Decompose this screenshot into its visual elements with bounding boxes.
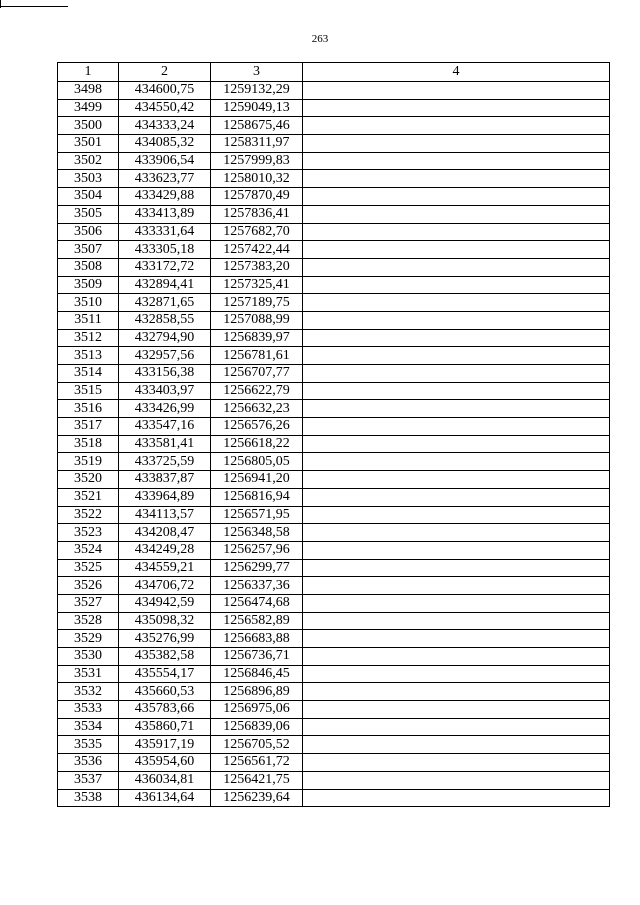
cell-point-number: 3514	[58, 365, 119, 383]
cell-point-number: 3506	[58, 223, 119, 241]
cell-x-coordinate: 433547,16	[119, 418, 211, 436]
cell-x-coordinate: 433906,54	[119, 152, 211, 170]
table-row	[58, 718, 610, 736]
table-row	[58, 400, 610, 418]
cell-note	[303, 99, 610, 117]
cell-note	[303, 701, 610, 719]
cell-y-coordinate: 1256683,88	[211, 630, 303, 648]
cell-point-number: 3520	[58, 471, 119, 489]
cell-x-coordinate: 434333,24	[119, 117, 211, 135]
cell-y-coordinate: 1257999,83	[211, 152, 303, 170]
cell-x-coordinate: 433725,59	[119, 453, 211, 471]
column-header-x: 2	[119, 63, 211, 82]
cell-note	[303, 117, 610, 135]
cell-y-coordinate: 1256896,89	[211, 683, 303, 701]
cell-y-coordinate: 1256474,68	[211, 594, 303, 612]
table-row	[58, 683, 610, 701]
cell-note	[303, 258, 610, 276]
cell-y-coordinate: 1257836,41	[211, 205, 303, 223]
table-row	[58, 789, 610, 807]
cell-x-coordinate: 434085,32	[119, 135, 211, 153]
cell-note	[303, 311, 610, 329]
cell-note	[303, 276, 610, 294]
cell-x-coordinate: 435660,53	[119, 683, 211, 701]
cell-note	[303, 382, 610, 400]
corner-crop-mark-vertical	[0, 0, 1, 8]
cell-point-number: 3531	[58, 665, 119, 683]
cell-x-coordinate: 433837,87	[119, 471, 211, 489]
cell-x-coordinate: 433426,99	[119, 400, 211, 418]
cell-note	[303, 471, 610, 489]
cell-x-coordinate: 436034,81	[119, 771, 211, 789]
cell-y-coordinate: 1257422,44	[211, 241, 303, 259]
cell-y-coordinate: 1258675,46	[211, 117, 303, 135]
cell-note	[303, 506, 610, 524]
cell-note	[303, 365, 610, 383]
cell-note	[303, 683, 610, 701]
cell-point-number: 3530	[58, 648, 119, 666]
cell-note	[303, 170, 610, 188]
cell-note	[303, 612, 610, 630]
cell-point-number: 3499	[58, 99, 119, 117]
cell-note	[303, 329, 610, 347]
cell-y-coordinate: 1256257,96	[211, 541, 303, 559]
cell-y-coordinate: 1256975,06	[211, 701, 303, 719]
table-row	[58, 435, 610, 453]
table-row	[58, 294, 610, 312]
cell-y-coordinate: 1256839,97	[211, 329, 303, 347]
column-header-y: 3	[211, 63, 303, 82]
table-row	[58, 754, 610, 772]
cell-x-coordinate: 435860,71	[119, 718, 211, 736]
table-row	[58, 223, 610, 241]
table-row	[58, 99, 610, 117]
table-row	[58, 594, 610, 612]
cell-y-coordinate: 1256941,20	[211, 471, 303, 489]
page-number: 263	[311, 33, 329, 45]
cell-x-coordinate: 434113,57	[119, 506, 211, 524]
cell-note	[303, 771, 610, 789]
cell-x-coordinate: 433964,89	[119, 488, 211, 506]
cell-note	[303, 418, 610, 436]
cell-x-coordinate: 433581,41	[119, 435, 211, 453]
cell-point-number: 3538	[58, 789, 119, 807]
cell-y-coordinate: 1256239,64	[211, 789, 303, 807]
cell-point-number: 3529	[58, 630, 119, 648]
table-row	[58, 135, 610, 153]
cell-point-number: 3533	[58, 701, 119, 719]
cell-y-coordinate: 1259132,29	[211, 82, 303, 100]
cell-point-number: 3502	[58, 152, 119, 170]
table-row	[58, 152, 610, 170]
cell-x-coordinate: 432957,56	[119, 347, 211, 365]
cell-note	[303, 188, 610, 206]
cell-note	[303, 294, 610, 312]
cell-y-coordinate: 1257383,20	[211, 258, 303, 276]
cell-note	[303, 594, 610, 612]
table-row	[58, 365, 610, 383]
cell-point-number: 3525	[58, 559, 119, 577]
cell-y-coordinate: 1258010,32	[211, 170, 303, 188]
cell-note	[303, 648, 610, 666]
cell-point-number: 3532	[58, 683, 119, 701]
table-row	[58, 170, 610, 188]
cell-y-coordinate: 1256816,94	[211, 488, 303, 506]
coordinates-table	[57, 62, 610, 807]
cell-y-coordinate: 1256707,77	[211, 365, 303, 383]
cell-x-coordinate: 433172,72	[119, 258, 211, 276]
cell-x-coordinate: 435276,99	[119, 630, 211, 648]
cell-point-number: 3505	[58, 205, 119, 223]
cell-note	[303, 205, 610, 223]
cell-y-coordinate: 1256348,58	[211, 524, 303, 542]
cell-x-coordinate: 433305,18	[119, 241, 211, 259]
table-row	[58, 771, 610, 789]
cell-note	[303, 665, 610, 683]
table-row	[58, 736, 610, 754]
cell-point-number: 3537	[58, 771, 119, 789]
cell-point-number: 3534	[58, 718, 119, 736]
cell-point-number: 3522	[58, 506, 119, 524]
cell-y-coordinate: 1257325,41	[211, 276, 303, 294]
cell-x-coordinate: 433623,77	[119, 170, 211, 188]
cell-point-number: 3504	[58, 188, 119, 206]
cell-note	[303, 630, 610, 648]
cell-y-coordinate: 1256705,52	[211, 736, 303, 754]
cell-y-coordinate: 1256839,06	[211, 718, 303, 736]
cell-point-number: 3510	[58, 294, 119, 312]
cell-y-coordinate: 1257682,70	[211, 223, 303, 241]
table-row	[58, 524, 610, 542]
cell-y-coordinate: 1256846,45	[211, 665, 303, 683]
table-row	[58, 665, 610, 683]
table-body	[58, 82, 610, 807]
cell-note	[303, 400, 610, 418]
cell-x-coordinate: 432871,65	[119, 294, 211, 312]
column-header-point-number: 1	[58, 63, 119, 82]
cell-x-coordinate: 433156,38	[119, 365, 211, 383]
cell-y-coordinate: 1256337,36	[211, 577, 303, 595]
cell-point-number: 3524	[58, 541, 119, 559]
table-row	[58, 347, 610, 365]
cell-note	[303, 718, 610, 736]
cell-y-coordinate: 1256805,05	[211, 453, 303, 471]
cell-x-coordinate: 435554,17	[119, 665, 211, 683]
table-row	[58, 506, 610, 524]
cell-note	[303, 241, 610, 259]
cell-point-number: 3511	[58, 311, 119, 329]
table-row	[58, 612, 610, 630]
cell-x-coordinate: 435917,19	[119, 736, 211, 754]
cell-y-coordinate: 1256632,23	[211, 400, 303, 418]
cell-note	[303, 754, 610, 772]
cell-point-number: 3526	[58, 577, 119, 595]
cell-x-coordinate: 434208,47	[119, 524, 211, 542]
table-row	[58, 453, 610, 471]
cell-note	[303, 789, 610, 807]
cell-y-coordinate: 1256618,22	[211, 435, 303, 453]
cell-y-coordinate: 1256421,75	[211, 771, 303, 789]
table-row	[58, 577, 610, 595]
cell-x-coordinate: 432894,41	[119, 276, 211, 294]
table-row	[58, 258, 610, 276]
table-row	[58, 418, 610, 436]
cell-note	[303, 435, 610, 453]
cell-point-number: 3536	[58, 754, 119, 772]
table-header-row	[58, 63, 610, 82]
cell-point-number: 3528	[58, 612, 119, 630]
cell-x-coordinate: 432858,55	[119, 311, 211, 329]
cell-point-number: 3521	[58, 488, 119, 506]
table-row	[58, 241, 610, 259]
cell-x-coordinate: 434600,75	[119, 82, 211, 100]
table-row	[58, 559, 610, 577]
cell-x-coordinate: 436134,64	[119, 789, 211, 807]
cell-y-coordinate: 1259049,13	[211, 99, 303, 117]
cell-y-coordinate: 1256582,89	[211, 612, 303, 630]
cell-point-number: 3509	[58, 276, 119, 294]
cell-x-coordinate: 434706,72	[119, 577, 211, 595]
cell-note	[303, 736, 610, 754]
cell-x-coordinate: 435382,58	[119, 648, 211, 666]
cell-x-coordinate: 435098,32	[119, 612, 211, 630]
cell-y-coordinate: 1257870,49	[211, 188, 303, 206]
cell-point-number: 3507	[58, 241, 119, 259]
cell-note	[303, 135, 610, 153]
table-row	[58, 117, 610, 135]
cell-y-coordinate: 1256561,72	[211, 754, 303, 772]
cell-point-number: 3535	[58, 736, 119, 754]
cell-y-coordinate: 1256299,77	[211, 559, 303, 577]
cell-note	[303, 152, 610, 170]
cell-point-number: 3508	[58, 258, 119, 276]
table-row	[58, 630, 610, 648]
cell-x-coordinate: 433413,89	[119, 205, 211, 223]
table-row	[58, 648, 610, 666]
corner-crop-mark	[0, 6, 68, 7]
table-row	[58, 329, 610, 347]
cell-y-coordinate: 1257088,99	[211, 311, 303, 329]
cell-x-coordinate: 433331,64	[119, 223, 211, 241]
cell-x-coordinate: 435783,66	[119, 701, 211, 719]
cell-note	[303, 541, 610, 559]
cell-x-coordinate: 433403,97	[119, 382, 211, 400]
cell-y-coordinate: 1256781,61	[211, 347, 303, 365]
table-row	[58, 276, 610, 294]
cell-note	[303, 577, 610, 595]
cell-note	[303, 347, 610, 365]
cell-note	[303, 559, 610, 577]
cell-x-coordinate: 433429,88	[119, 188, 211, 206]
cell-note	[303, 453, 610, 471]
cell-point-number: 3503	[58, 170, 119, 188]
cell-x-coordinate: 434550,42	[119, 99, 211, 117]
cell-x-coordinate: 434249,28	[119, 541, 211, 559]
table-row	[58, 488, 610, 506]
table-row	[58, 701, 610, 719]
cell-note	[303, 488, 610, 506]
cell-y-coordinate: 1256736,71	[211, 648, 303, 666]
table-row	[58, 205, 610, 223]
cell-point-number: 3512	[58, 329, 119, 347]
cell-x-coordinate: 434942,59	[119, 594, 211, 612]
cell-y-coordinate: 1256622,79	[211, 382, 303, 400]
cell-point-number: 3498	[58, 82, 119, 100]
cell-x-coordinate: 432794,90	[119, 329, 211, 347]
table-row	[58, 471, 610, 489]
cell-y-coordinate: 1257189,75	[211, 294, 303, 312]
cell-y-coordinate: 1256576,26	[211, 418, 303, 436]
cell-point-number: 3513	[58, 347, 119, 365]
cell-y-coordinate: 1258311,97	[211, 135, 303, 153]
cell-x-coordinate: 435954,60	[119, 754, 211, 772]
table-row	[58, 82, 610, 100]
cell-point-number: 3523	[58, 524, 119, 542]
table-row	[58, 541, 610, 559]
cell-note	[303, 223, 610, 241]
cell-x-coordinate: 434559,21	[119, 559, 211, 577]
table-row	[58, 188, 610, 206]
cell-point-number: 3518	[58, 435, 119, 453]
cell-point-number: 3500	[58, 117, 119, 135]
cell-note	[303, 524, 610, 542]
cell-note	[303, 82, 610, 100]
cell-point-number: 3527	[58, 594, 119, 612]
table-row	[58, 382, 610, 400]
cell-point-number: 3516	[58, 400, 119, 418]
cell-y-coordinate: 1256571,95	[211, 506, 303, 524]
cell-point-number: 3517	[58, 418, 119, 436]
cell-point-number: 3519	[58, 453, 119, 471]
cell-point-number: 3501	[58, 135, 119, 153]
column-header-note: 4	[303, 63, 610, 82]
table-row	[58, 311, 610, 329]
cell-point-number: 3515	[58, 382, 119, 400]
